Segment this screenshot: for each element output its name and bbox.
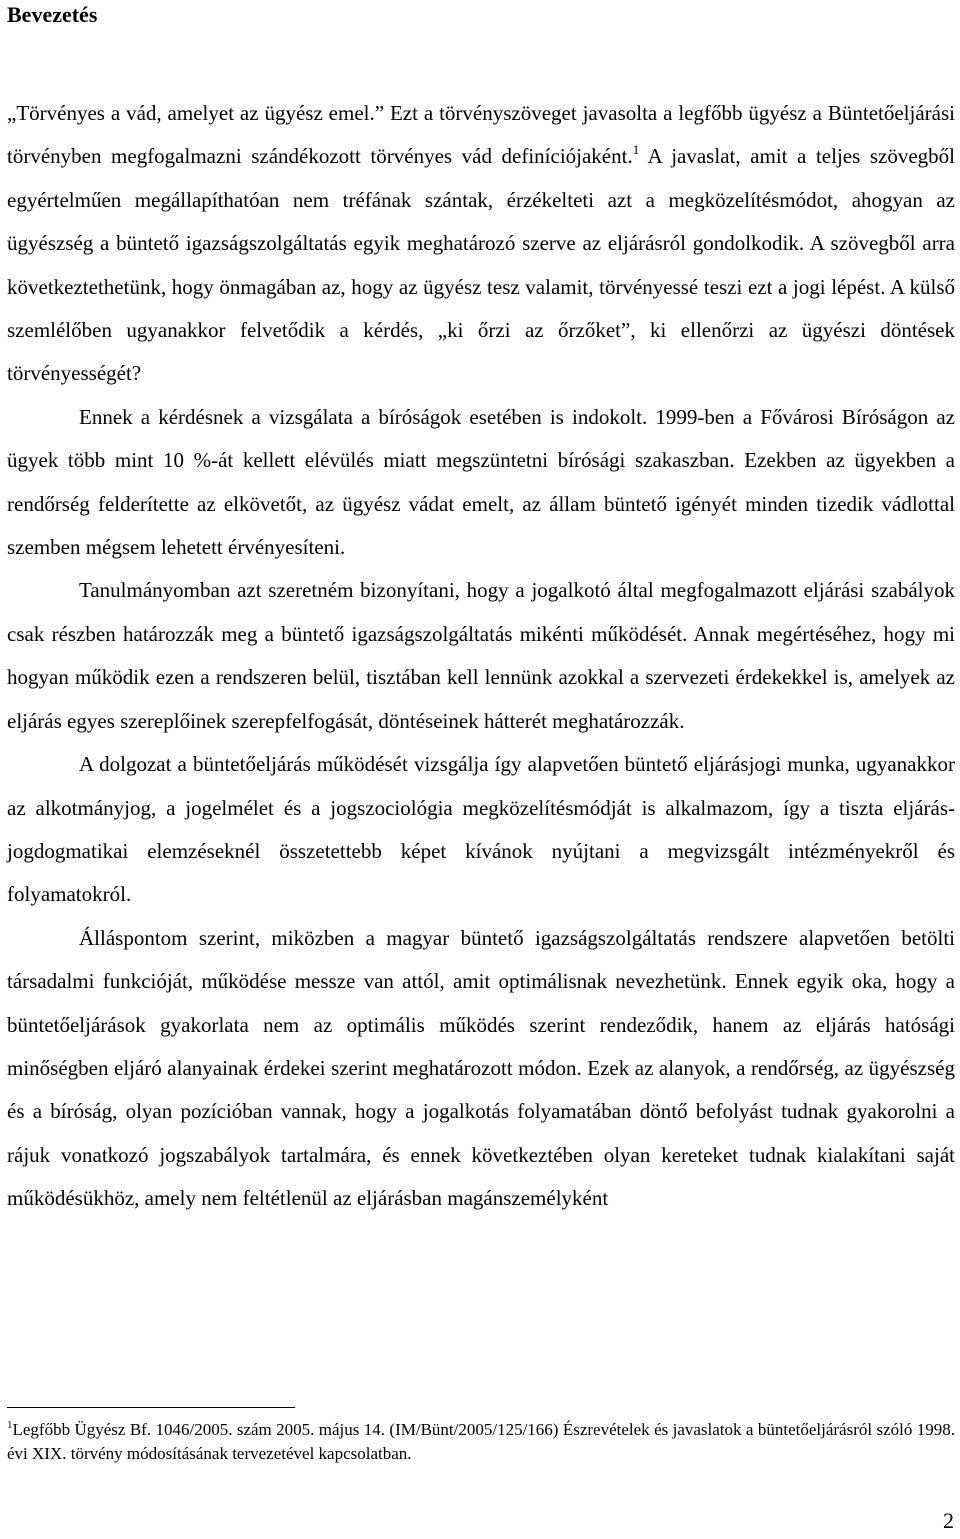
paragraph-1 [7,92,955,396]
footnote [7,1418,955,1466]
footnote-separator [7,1407,295,1408]
paragraph-2: Ennek a kérdésnek a vizsgálata a bíróságok esetében is indokolt. 1999-ben a Fővárosi Bíróságon az ügyek több mint 10 %-át kellett elévülés miatt megszüntetni bírósági szakaszban. Ezekben az ügyekben a rendőrség felderítette az elkövetőt, az ügyész vádat emelt, az állam büntető igényét minden tizedik vádlottal szemben mégsem lehetett érvényesíteni. [7,404,955,560]
footnote-text: Legfőbb Ügyész Bf. 1046/2005. szám 2005. május 14. (IM/Bünt/2005/125/166) Észrevételek és javaslatok a büntetőeljárásról szóló 1998. évi XIX. törvény módosításának tervezetével kapcsolatban. [7,1420,955,1463]
paragraph-5: Álláspontom szerint, miközben a magyar büntető igazságszolgáltatás rendszere alapvetően betölti társadalmi funkcióját, működése messze van attól, amit optimálisnak nevezhetünk. Ennek egyik oka, hogy a büntetőeljárások gyakorlata nem az optimális működés szerint rendeződik, hanem az eljárás hatósági minőségben eljáró alanyainak érdekei szerint meghatározott módon. Ezek az alanyok, a rendőrség, az ügyészség és a bíróság, olyan pozícióban vannak, hogy a jogalkotás folyamatában döntő befolyást tudnak gyakorolni a rájuk vonatkozó jogszabályok tartalmára, és ennek következtében olyan kereteket tudnak kialakítani saját működésükhöz, amely nem feltétlenül az eljárásban magánszemélyként [7,925,955,1211]
paragraph-1-text-after-note: A javaslat, amit a teljes szövegből egyértelműen megállapíthatóan nem tréfának szántak, érzékelteti azt a megközelítésmódot, ahogyan az ügyészség a büntető igazságszolgáltatás egyik meghatározó szerve az eljárásról gondolkodik. A szövegből arra következtethetünk, hogy önmagában az, hogy az ügyész tesz valamit, törvényessé teszi ezt a jogi lépést. A külső szemlélőben ugyanakkor felvetődik a kérdés, „ki őrzi az őrzőket”, ki ellenőrzi az ügyészi döntések törvényességét? [7,144,955,386]
paragraph-3: Tanulmányomban azt szeretném bizonyítani, hogy a jogalkotó által megfogalmazott eljárási szabályok csak részben határozzák meg a büntető igazságszolgáltatás mikénti működését. Annak megértéséhez, hogy mi hogyan működik ezen a rendszeren belül, tisztában kell lennünk azokkal a szervezeti érdekekkel is, amelyek az eljárás egyes szereplőinek szerepfelfogását, döntéseinek hátterét meghatározzák. [7,578,955,733]
paragraph-4: A dolgozat a büntetőeljárás működését vizsgálja így alapvetően büntető eljárásjogi munka, ugyanakkor az alkotmányjog, a jogelmélet és a jogszociológia megközelítésmódját is alkalmazom, így a tiszta eljárás-jogdogmatikai elemzéseknél összetettebb képet kívánok nyújtani a megvizsgált intézményekről és folyamatokról. [7,752,955,907]
footnote-reference[interactable]: 1 [632,142,640,158]
page-number: 2 [943,1508,954,1533]
section-heading: Bevezetés [7,2,98,27]
paragraph-1-text-before-note: „Törvényes a vád, amelyet az ügyész emel.” Ezt a törvényszöveget javasolta a legfőbb ügyész a Büntetőeljárási törvényben megfogalmazni szándékozott törvényes vád definíciójaként. [7,101,955,169]
body-text [7,92,955,1221]
footnote-mark: 1 [7,1419,13,1431]
